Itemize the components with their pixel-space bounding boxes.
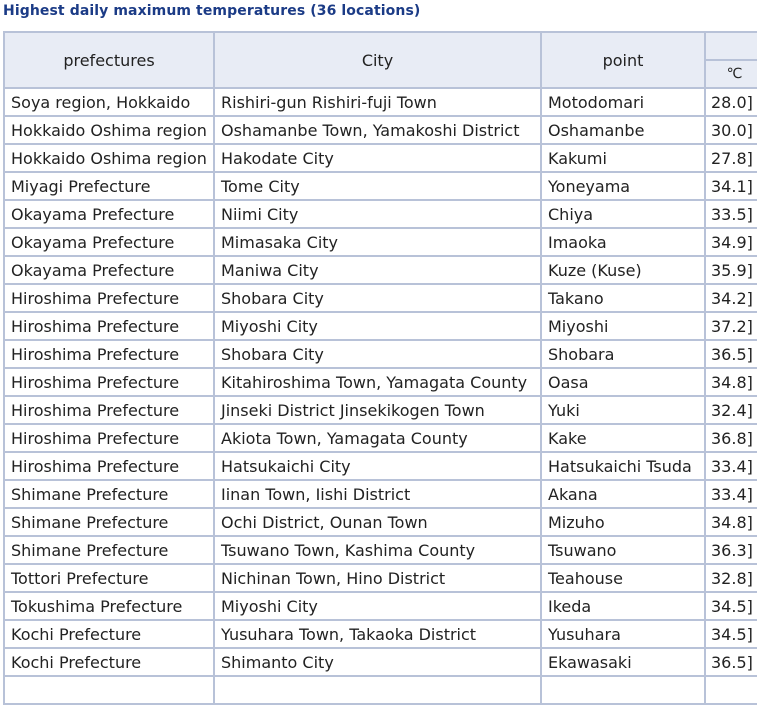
cell-point: Mizuho	[541, 508, 705, 536]
column-header-point: point	[541, 32, 705, 88]
cell-point: Ikeda	[541, 592, 705, 620]
table-row	[4, 116, 757, 144]
cell-temperature: 27.8]	[705, 144, 757, 172]
table-row	[4, 676, 757, 704]
cell-point: Oshamanbe	[541, 116, 705, 144]
cell-point: Tsuwano	[541, 536, 705, 564]
column-header-city: City	[214, 32, 541, 88]
cell-temperature: 30.0]	[705, 116, 757, 144]
cell-point: Yoneyama	[541, 172, 705, 200]
table-row	[4, 340, 757, 368]
table-row	[4, 424, 757, 452]
cell-prefecture: Hokkaido Oshima region	[4, 116, 214, 144]
cell-prefecture: Okayama Prefecture	[4, 228, 214, 256]
table-row	[4, 368, 757, 396]
cell-temperature: 34.9]	[705, 228, 757, 256]
cell-prefecture: Hiroshima Prefecture	[4, 396, 214, 424]
cell-temperature: 34.5]	[705, 592, 757, 620]
cell-city: Miyoshi City	[214, 312, 541, 340]
temperature-table-container	[3, 31, 757, 705]
table-row	[4, 396, 757, 424]
cell-temperature: 34.5]	[705, 620, 757, 648]
cell-city: Iinan Town, Iishi District	[214, 480, 541, 508]
cell-city: Hatsukaichi City	[214, 452, 541, 480]
header-row	[4, 32, 757, 60]
cell-temperature: 36.5]	[705, 340, 757, 368]
cell-city: Shimanto City	[214, 648, 541, 676]
cell-prefecture: Hiroshima Prefecture	[4, 312, 214, 340]
cell-point: Yuki	[541, 396, 705, 424]
table-row	[4, 480, 757, 508]
cell-point: Hatsukaichi Tsuda	[541, 452, 705, 480]
cell-temperature: 28.0]	[705, 88, 757, 116]
cell-city: Yusuhara Town, Takaoka District	[214, 620, 541, 648]
table-row	[4, 620, 757, 648]
table-row	[4, 88, 757, 116]
cell-city: Ochi District, Ounan Town	[214, 508, 541, 536]
cell-city	[214, 676, 541, 704]
cell-city: Kitahiroshima Town, Yamagata County	[214, 368, 541, 396]
cell-city: Shobara City	[214, 340, 541, 368]
cell-city: Jinseki District Jinsekikogen Town	[214, 396, 541, 424]
cell-point: Kuze (Kuse)	[541, 256, 705, 284]
cell-city: Miyoshi City	[214, 592, 541, 620]
table-row	[4, 536, 757, 564]
cell-temperature: 35.9]	[705, 256, 757, 284]
table-row	[4, 648, 757, 676]
cell-prefecture: Okayama Prefecture	[4, 256, 214, 284]
cell-prefecture: Kochi Prefecture	[4, 620, 214, 648]
cell-point: Imaoka	[541, 228, 705, 256]
table-row	[4, 564, 757, 592]
table-row	[4, 284, 757, 312]
cell-temperature: 33.4]	[705, 452, 757, 480]
cell-temperature	[705, 676, 757, 704]
cell-prefecture: Hiroshima Prefecture	[4, 284, 214, 312]
cell-point	[541, 676, 705, 704]
cell-point: Shobara	[541, 340, 705, 368]
cell-city: Tsuwano Town, Kashima County	[214, 536, 541, 564]
cell-temperature: 36.5]	[705, 648, 757, 676]
cell-point: Chiya	[541, 200, 705, 228]
table-row	[4, 228, 757, 256]
cell-prefecture: Shimane Prefecture	[4, 536, 214, 564]
cell-point: Teahouse	[541, 564, 705, 592]
cell-prefecture: Hiroshima Prefecture	[4, 368, 214, 396]
cell-prefecture: Soya region, Hokkaido	[4, 88, 214, 116]
cell-temperature: 36.3]	[705, 536, 757, 564]
table-row	[4, 200, 757, 228]
column-header-prefectures: prefectures	[4, 32, 214, 88]
cell-prefecture: Tokushima Prefecture	[4, 592, 214, 620]
cell-prefecture: Miyagi Prefecture	[4, 172, 214, 200]
cell-temperature: 33.5]	[705, 200, 757, 228]
cell-temperature: 34.1]	[705, 172, 757, 200]
cell-point: Yusuhara	[541, 620, 705, 648]
cell-point: Akana	[541, 480, 705, 508]
temperature-table	[3, 31, 757, 705]
table-body	[4, 88, 757, 704]
cell-prefecture: Hiroshima Prefecture	[4, 452, 214, 480]
cell-temperature: 36.8]	[705, 424, 757, 452]
cell-point: Ekawasaki	[541, 648, 705, 676]
cell-prefecture: Kochi Prefecture	[4, 648, 214, 676]
cell-prefecture: Okayama Prefecture	[4, 200, 214, 228]
table-row	[4, 256, 757, 284]
cell-city: Hakodate City	[214, 144, 541, 172]
cell-prefecture	[4, 676, 214, 704]
cell-point: Takano	[541, 284, 705, 312]
cell-temperature: 34.2]	[705, 284, 757, 312]
cell-temperature: 34.8]	[705, 368, 757, 396]
table-row	[4, 312, 757, 340]
cell-temperature: 37.2]	[705, 312, 757, 340]
cell-city: Niimi City	[214, 200, 541, 228]
cell-prefecture: Tottori Prefecture	[4, 564, 214, 592]
cell-temperature: 34.8]	[705, 508, 757, 536]
cell-temperature: 33.4]	[705, 480, 757, 508]
table-row	[4, 172, 757, 200]
table-row	[4, 508, 757, 536]
table-row	[4, 452, 757, 480]
cell-point: Motodomari	[541, 88, 705, 116]
cell-city: Maniwa City	[214, 256, 541, 284]
cell-prefecture: Hokkaido Oshima region	[4, 144, 214, 172]
cell-temperature: 32.4]	[705, 396, 757, 424]
cell-city: Mimasaka City	[214, 228, 541, 256]
cell-city: Tome City	[214, 172, 541, 200]
cell-point: Kake	[541, 424, 705, 452]
cell-city: Akiota Town, Yamagata County	[214, 424, 541, 452]
cell-prefecture: Shimane Prefecture	[4, 508, 214, 536]
cell-temperature: 32.8]	[705, 564, 757, 592]
cell-point: Oasa	[541, 368, 705, 396]
cell-point: Kakumi	[541, 144, 705, 172]
cell-point: Miyoshi	[541, 312, 705, 340]
cell-prefecture: Hiroshima Prefecture	[4, 340, 214, 368]
table-row	[4, 144, 757, 172]
table-row	[4, 592, 757, 620]
column-header-temperature	[705, 32, 757, 60]
table-caption: Highest daily maximum temperatures (36 locations)	[3, 3, 421, 19]
column-header-unit: ℃	[705, 60, 757, 88]
cell-city: Rishiri-gun Rishiri-fuji Town	[214, 88, 541, 116]
cell-prefecture: Hiroshima Prefecture	[4, 424, 214, 452]
cell-city: Shobara City	[214, 284, 541, 312]
cell-prefecture: Shimane Prefecture	[4, 480, 214, 508]
cell-city: Oshamanbe Town, Yamakoshi District	[214, 116, 541, 144]
cell-city: Nichinan Town, Hino District	[214, 564, 541, 592]
